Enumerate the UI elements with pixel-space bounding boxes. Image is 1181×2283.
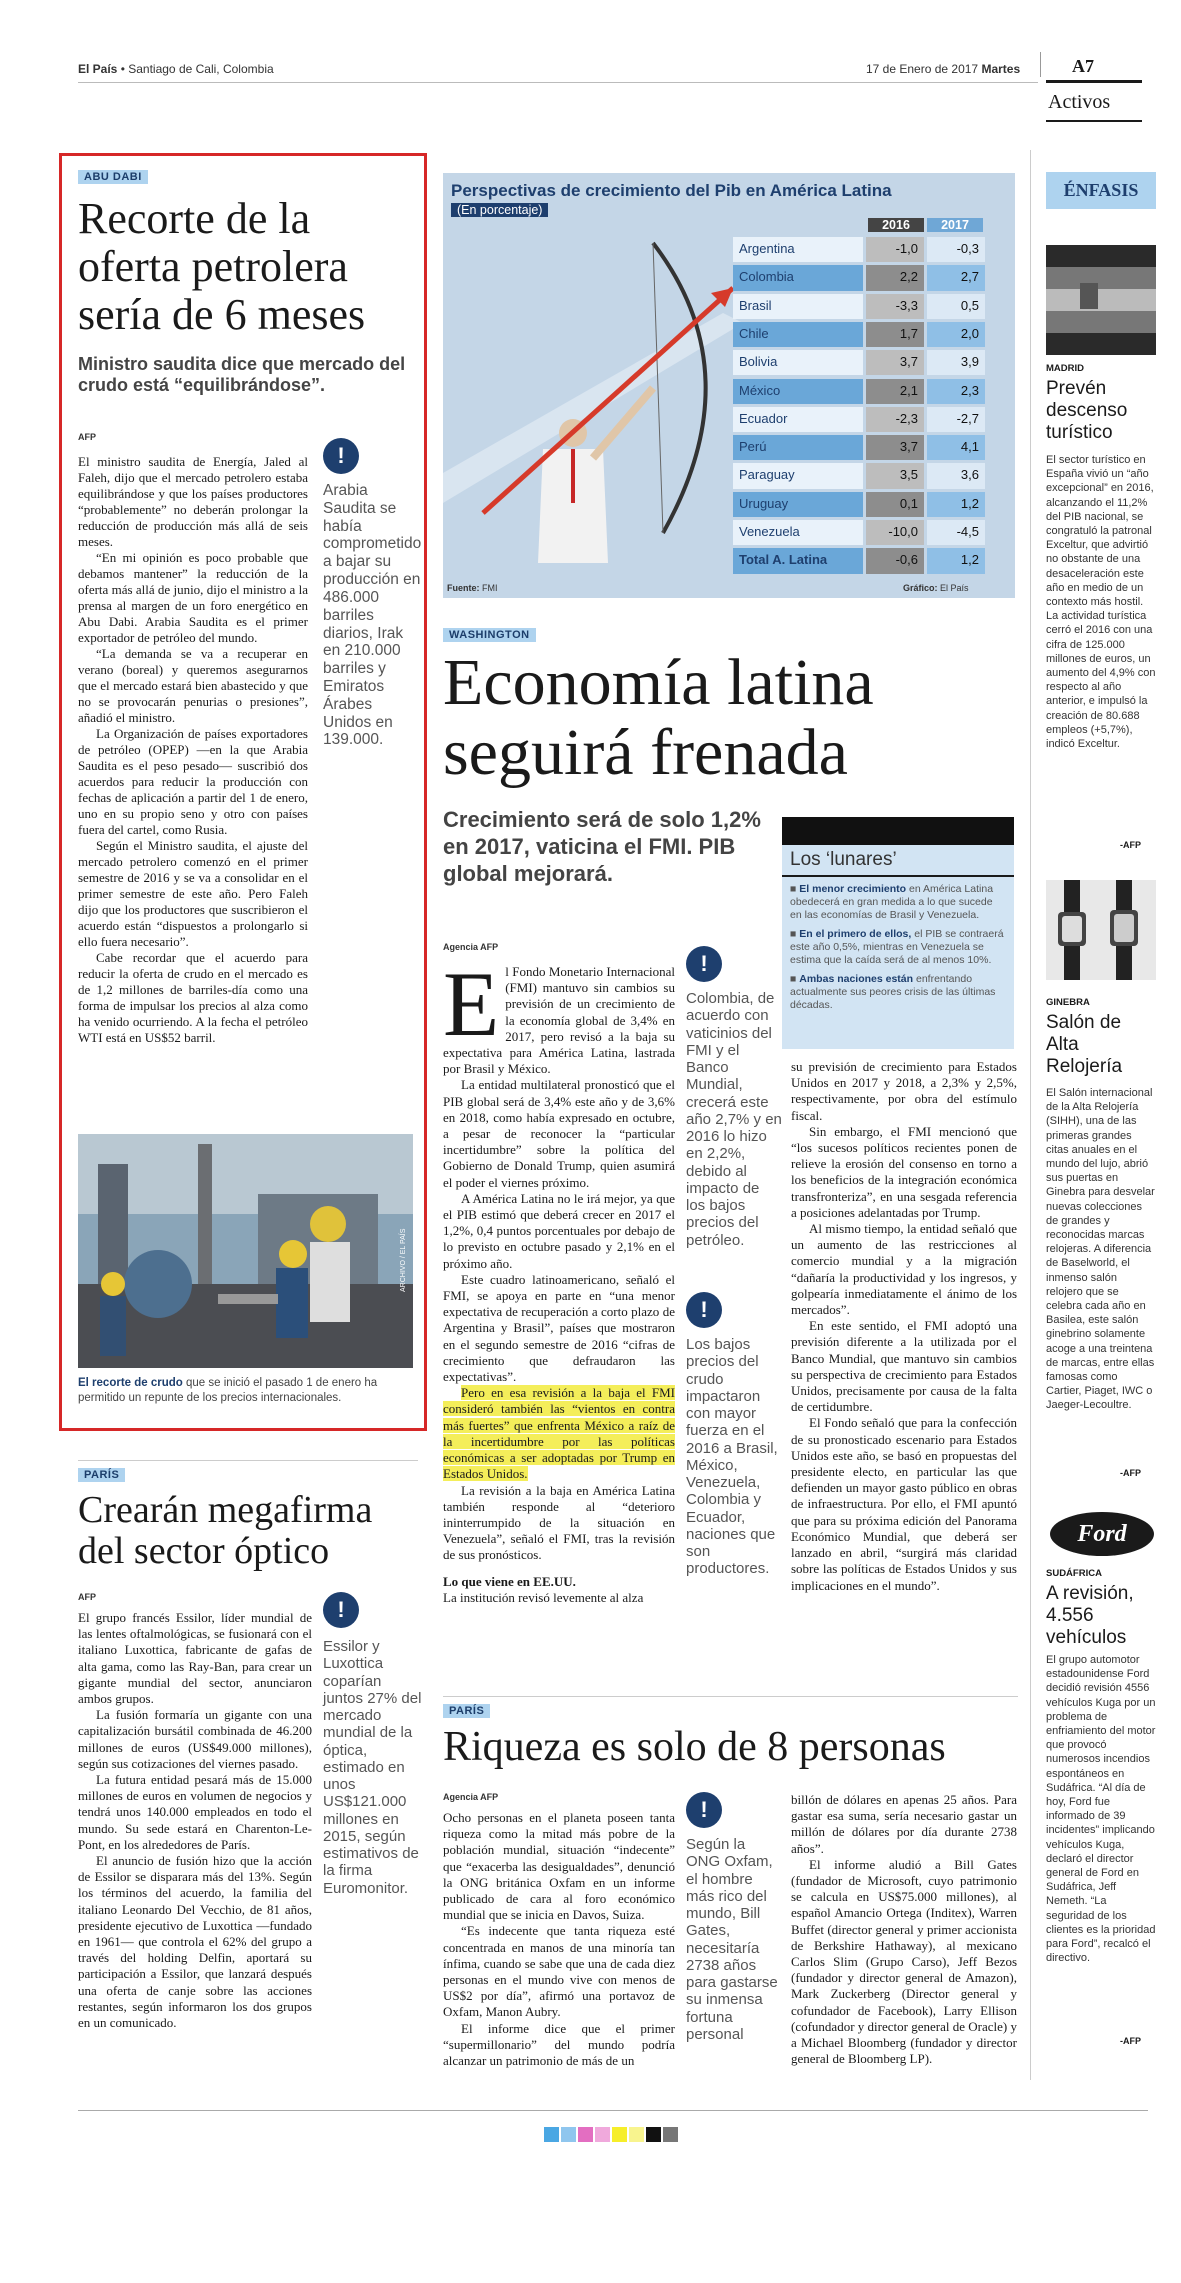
chart-row-country: Venezuela xyxy=(733,520,863,545)
chart-row-country: Uruguay xyxy=(733,492,863,517)
article-economy-body-col1: El Fondo Monetario Internacional (FMI) mantuvo sin cambios su previsión de un crecimiento de la economía global de 3,4% en 2017, pero revisó a la baja su expectativa para América Latina, lastrada por Brasil y México. La entidad multilateral pronosticó que el PIB global será de 3,4% este año y de 3,6% en 2018, como había expresado en octubre, a pesar de reconocer la “particular incertidumbre” sobre la política del Gobierno de Donald Trump, quien asumirá el poder el viernes próximo. A América Latina no le irá mejor, ya que el PIB estimó que deberá crecer en 2017 el 1,2%, 0,4 puntos porcentuales por debajo de lo previsto en octubre pasado y 2,1% en el próximo año. Este cuadro latinoamericano, señaló el FMI, se apoya en parte en “una menor expectativa de recuperación a corto plazo de Argentina y Brasil”, países que mostraron en el segundo semestre de 2016 “cifras de crecimiento que defraudaron las expectativas”. Pero en esa revisión a la baja el FMI consideró también las “vientos en contra más fuertes” que enfrenta México a raíz de la incertidumbre por las políticas económicas a ser adoptadas por Trump en Estados Unidos. La revisión a la baja en América Latina también responde al “deterioro ininterrumpido de la situación en Venezuela”, señaló el FMI, tras la revisión de sus pronósticos. Lo que viene en EE.UU. La institución revisó levemente al alza xyxy=(443,953,675,1605)
chart-value-2017: 0,5 xyxy=(927,294,985,319)
lunares-title: Los ‘lunares’ xyxy=(782,845,1014,877)
byline: AFP xyxy=(78,1592,96,1602)
article-oil-title: Recorte de la oferta petrolera sería de 6 meses xyxy=(78,194,366,339)
chart-row xyxy=(733,265,985,290)
byline: AFP xyxy=(78,432,96,442)
page-date: 17 de Enero de 2017 Martes xyxy=(866,62,1021,76)
chart-value-2017: 2,3 xyxy=(927,379,985,404)
enfasis-body-sudafrica: El grupo automotor estadounidense Ford decidió revisión 4556 vehículos Kuga por un problema de enfriamiento del motor que provocó numerosos incendios espontáneos en Sudáfrica. “Al día de hoy, Ford fue informado de 39 incidentes” implicando vehículos Kuga, declaró el director general de Ford en Sudáfrica, Jeff Nemeth. “La seguridad de los clientes es la prioridad para Ford”, recalcó el directivo. xyxy=(1046,1654,1156,1965)
chart-value-2017: 3,9 xyxy=(927,350,985,375)
chart-row xyxy=(733,350,985,375)
chart-row-country: Perú xyxy=(733,435,863,460)
article-economy-sidebar-2: Los bajos precios del crudo impactaron con mayor fuerza en el 2016 a Brasil, México, Venezuela, Colombia y Ecuador, naciones que son productores. xyxy=(686,1336,778,1578)
chart-value-2016: 0,1 xyxy=(866,492,924,517)
chart-row xyxy=(733,237,985,262)
chart-value-2017: -0,3 xyxy=(927,237,985,262)
lunares-item: ■ En el primero de ellos, el PIB se contraerá este año 0,5%, mientras en Venezuela se estima que la caída será de al menos 10%. xyxy=(790,928,1004,966)
chart-row-country: Total A. Latina xyxy=(733,548,863,573)
highlighted-text: Pero en esa revisión a la baja el FMI consideró también las “vientos en contra más fuertes” que enfrenta México a raíz de la incertidumbre por las políticas económicas a ser adoptadas por Trump en Estados Unidos. xyxy=(443,1385,675,1482)
chart-row-country: Paraguay xyxy=(733,463,863,488)
chart-value-2016: -2,3 xyxy=(866,407,924,432)
kicker-paris-2: PARÍS xyxy=(443,1704,490,1718)
lunares-box xyxy=(782,817,1014,1049)
chart-row xyxy=(733,492,985,517)
page-number: A7 xyxy=(1072,56,1094,76)
chart-row xyxy=(733,435,985,460)
photo-credit: ARCHIVO / EL PAÍS xyxy=(400,1228,407,1292)
chart-row xyxy=(733,379,985,404)
section-tab xyxy=(1046,80,1142,122)
spain-flag-image xyxy=(1046,245,1156,355)
chart-row-country: Bolivia xyxy=(733,350,863,375)
chart-value-2016: -3,3 xyxy=(866,294,924,319)
oil-workers-photo xyxy=(78,1134,413,1368)
article-economy-sidebar: Colombia, de acuerdo con vaticinios del FMI y el Banco Mundial, crecerá este año 2,7% y en 2016 lo hizo en 2,2%, debido al impacto de los bajos precios del petróleo. xyxy=(686,990,782,1249)
article-oil-body: El ministro saudita de Energía, Jaled al Faleh, dijo que el mercado petrolero estaba equilibrándose y que los países productores “probablemente” no deberán prolongar la reducción de producción más allá de seis meses. “En mi opinión es poco probable que debamos mantener” la reducción de la oferta más allá de junio, dijo el ministro a la prensa al margen de un foro energético en Abu Dabi. Arabia Saudita es el primer exportador de petróleo del mundo. “La demanda se va a recuperar en verano (boreal) y queremos asegurarnos que el mercado estará bien abastecido y que no se provocarán penurias o presiones”, añadió el ministro. La Organización de países exportadores de petróleo (OPEP) —en la que Arabia Saudita es el peso pesado— suscribió dos acuerdos para reducir la producción con fechas de aplicación a partir del 1 de enero, uno en su propio seno y otro con países fuera del cartel, como Rusia. Según el Ministro saudita, el ajuste del mercado petrolero comenzó en el primer semestre de 2016 y se va a consolidar en el primer semestre de este año. Pero Faleh dijo que los productores que suscribieron el acuerdo están “dispuestos a prolongarlo si ello fuera necesario”. Cabe recordar que el acuerdo para reducir la oferta de crudo en el mercado es de 1,2 millones de barriles-día como una forma de impulsar los precios al alza como ha venido ocurriendo. A la fecha el petróleo WTI está en US$52 barril. xyxy=(78,454,308,1045)
article-wealth-sidebar: Según la ONG Oxfam, el hombre más rico del mundo, Bill Gates, necesitaría 2738 años para gastarse su inmensa fortuna personal xyxy=(686,1836,778,2043)
article-economy-body-col2: su previsión de crecimiento para Estados Unidos en 2017 y 2018, a 2,3% y 2,5%, respectivamente, por obra del estímulo fiscal. Sin embargo, el FMI mencionó que “los sucesos políticos recientes ponen de relieve la erosión del consenso en torno a los beneficios de la integración económica transfronteriza”, en una sesgada referencia a posiciones adelantadas por Trump. Al mismo tiempo, la entidad señaló que un aumento de las restricciones al comercio mundial y a la migración “dañaría la productividad y los ingresos, y golpearía inmediatamente el ánimo de los mercados”. En este sentido, el FMI adoptó una previsión diferente a la utilizada por el Banco Mundial, que mantuvo sin cambios su perspectiva de crecimiento para Estados Unidos, precisamente por causa de la falta de certidumbre. El Fondo señaló que para la confección de su pronosticado escenario para Estados Unidos este año, se basó en propuestas del presidente electo, en particular las que defienden un mayor gasto público en obras de infraestructura. Por ello, el FMI apuntó que para su próxima edición del Panorama Económico Mundial, que deberá ser lanzado en abril, “surgirá más claridad sobre las políticas de Estados Unidos y sus implicaciones en el mundo”. xyxy=(791,1059,1017,1593)
kicker-paris: PARÍS xyxy=(78,1468,125,1482)
chart-value-2016: 2,2 xyxy=(866,265,924,290)
chart-row xyxy=(733,520,985,545)
chart-row-country: Colombia xyxy=(733,265,863,290)
chart-col-2017: 2017 xyxy=(927,218,983,232)
paper-location: Santiago de Cali, Colombia xyxy=(128,62,274,76)
chart-value-2016: 2,1 xyxy=(866,379,924,404)
chart-row-country: Brasil xyxy=(733,294,863,319)
page-header-left: El País • Santiago de Cali, Colombia xyxy=(78,62,274,76)
enfasis-credit: -AFP xyxy=(1120,840,1141,850)
article-economy-title: Economía latina seguirá frenada xyxy=(443,646,874,789)
ford-logo: Ford xyxy=(1050,1512,1154,1556)
chart-value-2017: 2,0 xyxy=(927,322,985,347)
chart-row xyxy=(733,407,985,432)
enfasis-title-madrid: Prevén descenso turístico xyxy=(1046,378,1128,443)
enfasis-header: ÉNFASIS xyxy=(1046,172,1156,209)
lunares-item: ■ El menor crecimiento en América Latina obedecerá en gran medida a lo que sucede en las economías de Brasil y Venezuela. xyxy=(790,883,994,921)
chart-row-country: Chile xyxy=(733,322,863,347)
chart-value-2016: 3,5 xyxy=(866,463,924,488)
article-wealth-body-col2: billón de dólares en apenas 25 años. Para gastar esa suma, sería necesario gastar un millón de dólares por día durante 2738 años”. El informe aludió a Bill Gates (fundador de Microsoft, cuyo patrimonio se calcula en US$75.000 millones), al español Amancio Ortega (Inditex), Warren Buffet (director general y primer accionista de Berkshire Hathaway), al mexicano Carlos Slim (Grupo Carso), Jeff Bezos (fundador y director general de Amazon), Mark Zuckerberg (Director general y cofundador de Facebook), Larry Ellison (cofundador y director general de Oracle) y a Michael Bloomberg (fundador y director general de Bloomberg LP). xyxy=(791,1792,1017,2067)
chart-row xyxy=(733,548,985,573)
chart-value-2016: -0,6 xyxy=(866,548,924,573)
byline: Agencia AFP xyxy=(443,1792,499,1802)
article-oil-subtitle: Ministro saudita dice que mercado del crudo está “equilibrándose”. xyxy=(78,354,406,395)
chart-value-2017: 1,2 xyxy=(927,548,985,573)
photo-caption: El recorte de crudo que se inició el pasado 1 de enero ha permitido un repunte de los precios internacionales. xyxy=(78,1377,378,1404)
enfasis-credit: -AFP xyxy=(1120,2036,1141,2046)
chart-value-2017: -4,5 xyxy=(927,520,985,545)
chart-value-2017: -2,7 xyxy=(927,407,985,432)
enfasis-kicker-sudafrica: SUDÁFRICA xyxy=(1046,1568,1102,1579)
subhead: Lo que viene en EE.UU. xyxy=(443,1573,576,1589)
section-label: Activos xyxy=(1048,91,1111,113)
enfasis-kicker-ginebra: GINEBRA xyxy=(1046,997,1090,1008)
watch-image xyxy=(1046,880,1156,980)
chart-value-2016: 3,7 xyxy=(866,350,924,375)
lunares-list xyxy=(782,877,1014,1018)
chart-value-2017: 3,6 xyxy=(927,463,985,488)
chart-value-2017: 1,2 xyxy=(927,492,985,517)
chart-graphic-credit: Gráfico: El País xyxy=(903,583,969,593)
article-wealth-body-col1: Ocho personas en el planeta poseen tanta riqueza como la mitad más pobre de la población mundial, situación “indecente” que “exacerba las desigualdades”, denunció la ONG británica Oxfam en un informe publicado de cara al foro económico mundial que se inicia en Davos, Suiza. “Es indecente que tanta riqueza esté concentrada en manos de una minoría tan ínfima, cuando se sabe que una de cada diez personas en el mundo vive con menos de US$2 por día”, afirmó una portavoz de Oxfam, Manon Aubry. El informe dice que el primer “supermillonario” del mundo podría alcanzar un patrimonio de más de un xyxy=(443,1810,675,2069)
chart-value-2017: 2,7 xyxy=(927,265,985,290)
chart-subtitle: (En porcentaje) xyxy=(451,203,548,217)
byline: Agencia AFP xyxy=(443,942,499,952)
article-wealth-title: Riqueza es solo de 8 personas xyxy=(443,1724,946,1770)
enfasis-title-sudafrica: A revisión, 4.556 vehículos xyxy=(1046,1583,1134,1648)
chart-row xyxy=(733,463,985,488)
lunares-item: ■ Ambas naciones están enfrentando actualmente sus peores crisis de las últimas décadas. xyxy=(790,973,996,1011)
chart-value-2016: 1,7 xyxy=(866,322,924,347)
exclamation-icon: ! xyxy=(323,1592,359,1628)
chart-row xyxy=(733,294,985,319)
paper-name: El País xyxy=(78,62,118,76)
chart-value-2016: -10,0 xyxy=(866,520,924,545)
chart-row xyxy=(733,322,985,347)
enfasis-title-ginebra: Salón de Alta Relojería xyxy=(1046,1012,1123,1077)
chart-title: Perspectivas de crecimiento del Pib en América Latina xyxy=(451,181,892,200)
article-optics-sidebar: Essilor y Luxottica coparían juntos 27% del mercado mundial de la óptica, estimado en unos US$121.000 millones en 2015, según estimativos de la firma Euromonitor. xyxy=(323,1638,422,1897)
chart-value-2016: -1,0 xyxy=(866,237,924,262)
exclamation-icon: ! xyxy=(686,1792,722,1828)
enfasis-body-ginebra: El Salón internacional de la Alta Relojería (SIHH), una de las primeras grandes citas anuales en el mundo del lujo, abrió sus puertas en Ginebra para desvelar nuevas colecciones de grandes y reconocidas marcas relojeras. A diferencia de Baselworld, el inmenso salón relojero que se celebra cada año en Basilea, este salón ginebrino solamente acoge a una treintena de marcas, entre ellas famosas como Cartier, Piaget, IWC o Jaeger-Lecoultre. xyxy=(1046,1087,1155,1412)
enfasis-kicker-madrid: MADRID xyxy=(1046,363,1084,374)
exclamation-icon: ! xyxy=(686,946,722,982)
dropcap: E xyxy=(443,953,500,1055)
kicker-washington: WASHINGTON xyxy=(443,628,536,642)
chart-source: Fuente: FMI xyxy=(447,583,498,593)
growth-chart xyxy=(443,173,1015,598)
enfasis-credit: -AFP xyxy=(1120,1468,1141,1478)
exclamation-icon: ! xyxy=(323,438,359,474)
article-economy-subtitle: Crecimiento será de solo 1,2% en 2017, vaticina el FMI. PIB global mejorará. xyxy=(443,807,761,886)
article-oil-sidebar: Arabia Saudita se había comprometido a bajar su producción en 486.000 barriles diarios, Irak en 210.000 barriles y Emiratos Árabes Unidos en 139.000. xyxy=(323,482,422,749)
kicker-abu-dabi: ABU DABI xyxy=(78,170,148,184)
article-optics-title: Crearán megafirma del sector óptico xyxy=(78,1489,373,1572)
article-optics-body: El grupo francés Essilor, líder mundial de las lentes oftalmológicas, se fusionará con el italiano Luxottica, fabricante de gafas de alta gama, como las Ray-Ban, para crear un gigante mundial del sector, anunciaron ambos grupos. La fusión formaría un gigante con una capitalización bursátil combinada de 46.200 millones de euros (US$49.000 millones), según sus cotizaciones del viernes pasado. La futura entidad pesará más de 15.000 millones de euros en volumen de negocios y tendrá unos 140.000 empleados en todo el mundo. Su sede estará en Charenton-Le-Pont, en los alrededores de París. El anuncio de fusión hizo que la acción de Essilor se disparara más del 13%. Según los términos del acuerdo, la familia del italiano Leonardo Del Vecchio, de 81 años, presidente ejecutivo de Luxottica —fundado en 1961— que controla el 62% del grupo a través del holding Delfin, aportará su participación a Essilor, que lanzará después una oferta de canje sobre las acciones restantes, según informaron los dos grupos en un comunicado. xyxy=(78,1610,312,2031)
chart-value-2016: 3,7 xyxy=(866,435,924,460)
chart-row-country: México xyxy=(733,379,863,404)
enfasis-body-madrid: El sector turístico en España vivió un “año excepcional” en 2016, alcanzando el 11,2% del PIB nacional, se congratuló la patronal Exceltur, que advirtió no obstante de una desaceleración este año en medio de un contexto más hostil. La actividad turística cerró el 2016 con una cifra de 125.000 millones de euros, un aumento del 4,9% con respecto al año anterior, e impulsó la creación de 80.688 empleos (+5,7%), indicó Exceltur. xyxy=(1046,454,1156,751)
chart-col-2016: 2016 xyxy=(868,218,924,232)
chart-value-2017: 4,1 xyxy=(927,435,985,460)
exclamation-icon: ! xyxy=(686,1292,722,1328)
color-registration-bar xyxy=(544,2127,678,2142)
chart-row-country: Argentina xyxy=(733,237,863,262)
chart-row-country: Ecuador xyxy=(733,407,863,432)
